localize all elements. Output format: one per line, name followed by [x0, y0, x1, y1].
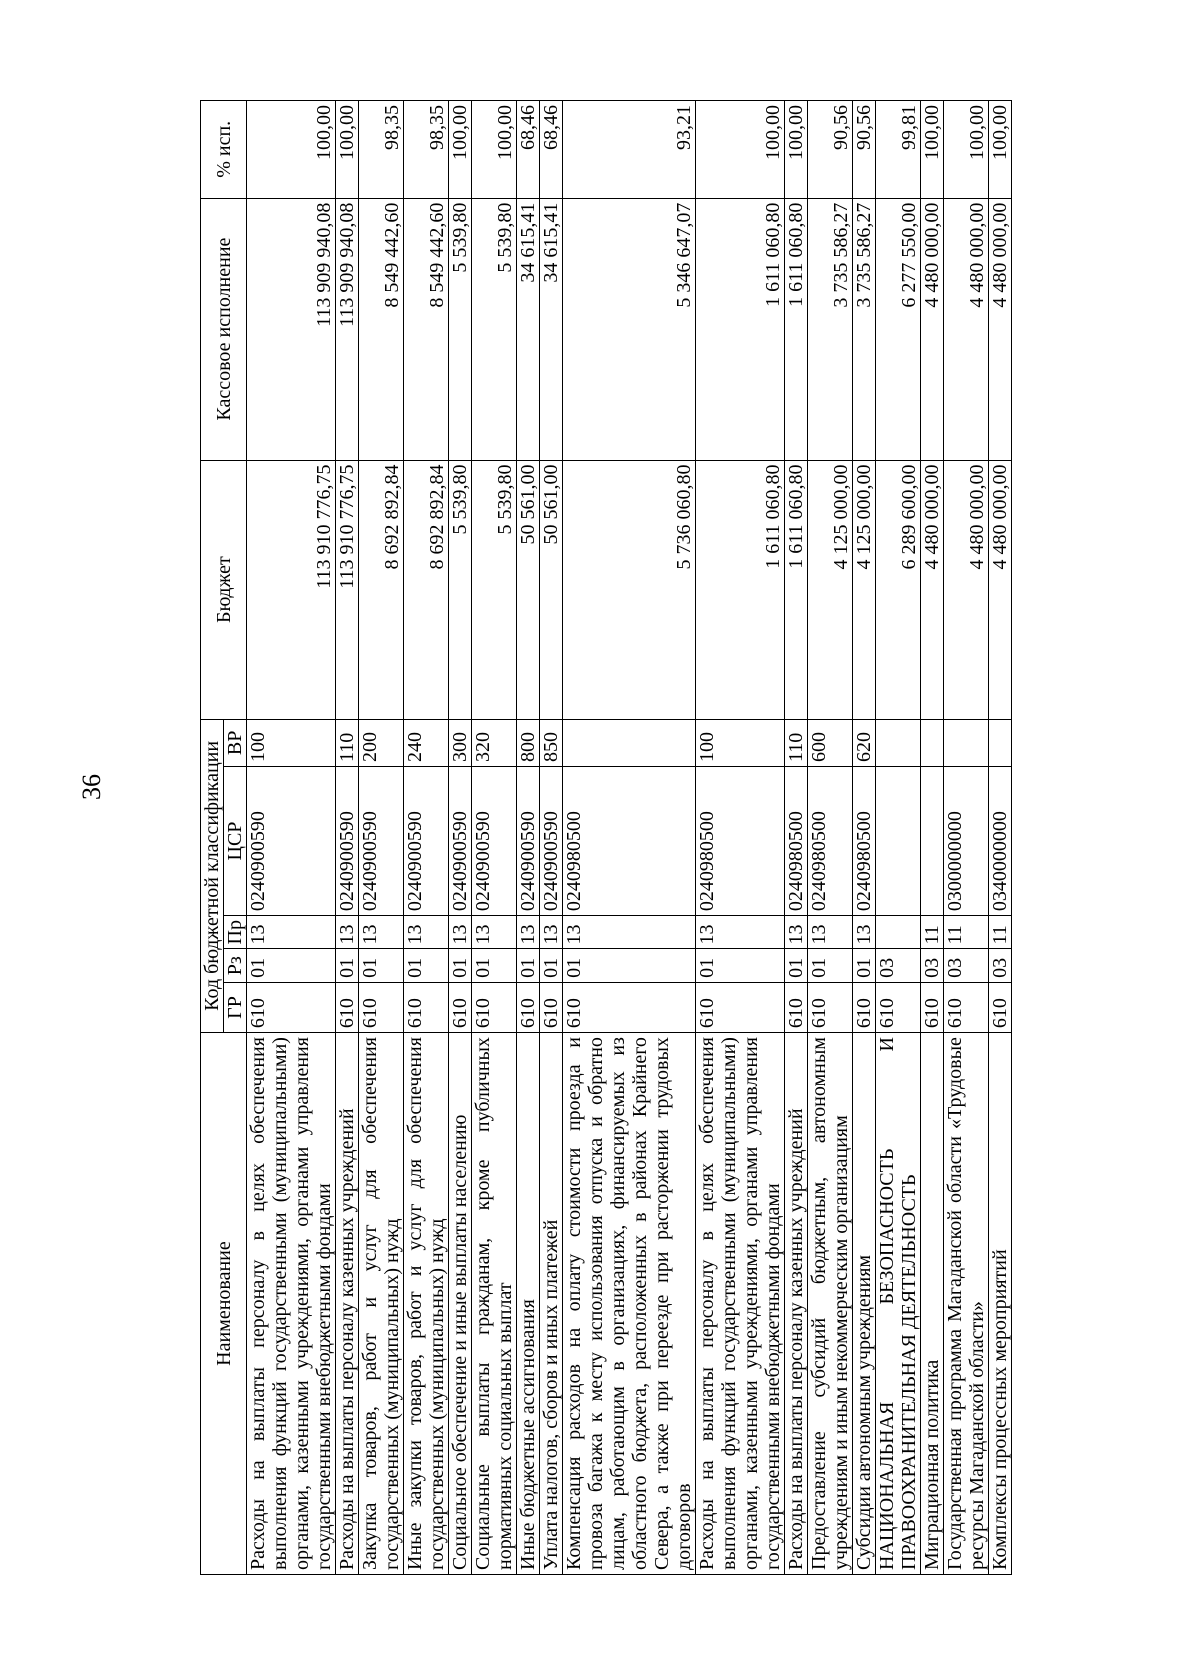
cell-pct: 68,46 — [517, 101, 540, 199]
cell-name: Иные бюджетные ассигнования — [517, 1033, 540, 1575]
cell-rz: 01 — [696, 949, 785, 982]
cell-budget: 6 289 600,00 — [876, 460, 921, 719]
cell-gr: 610 — [785, 982, 808, 1032]
cell-pct: 90,56 — [853, 101, 876, 199]
cell-vr: 200 — [359, 719, 404, 766]
cell-pct: 68,46 — [540, 101, 563, 199]
cell-cash: 5 539,80 — [449, 198, 472, 460]
cell-csr: 0240980500 — [808, 767, 853, 916]
cell-pct: 100,00 — [472, 101, 517, 199]
cell-budget: 113 910 776,75 — [247, 460, 336, 719]
cell-vr: 620 — [853, 719, 876, 766]
cell-cash: 6 277 550,00 — [876, 198, 921, 460]
cell-csr: 0240900590 — [540, 767, 563, 916]
table-row — [540, 101, 563, 1575]
cell-budget: 1 611 060,80 — [785, 460, 808, 719]
cell-vr: 600 — [808, 719, 853, 766]
cell-rz: 01 — [359, 949, 404, 982]
cell-rz: 01 — [853, 949, 876, 982]
cell-cash: 3 735 586,27 — [808, 198, 853, 460]
cell-pct: 98,35 — [404, 101, 449, 199]
table-row — [449, 101, 472, 1575]
cell-gr: 610 — [876, 982, 921, 1032]
cell-cash: 3 735 586,27 — [853, 198, 876, 460]
cell-pr: 11 — [989, 916, 1012, 949]
page-number: 36 — [77, 774, 106, 800]
rotated-table-wrapper — [200, 100, 1012, 1575]
cell-gr: 610 — [517, 982, 540, 1032]
cell-pct: 100,00 — [336, 101, 359, 199]
table-row — [808, 101, 853, 1575]
header-row-1 — [201, 101, 224, 1575]
header-code-group: Код бюджетной классификации — [201, 719, 224, 1032]
cell-budget: 5 539,80 — [449, 460, 472, 719]
table-row — [472, 101, 517, 1575]
cell-pr: 13 — [449, 916, 472, 949]
cell-pct: 100,00 — [944, 101, 989, 199]
cell-pr: 13 — [540, 916, 563, 949]
cell-budget: 50 561,00 — [517, 460, 540, 719]
cell-name: Закупка товаров, работ и услуг для обеспечения государственных (муниципальных) нужд — [359, 1033, 404, 1575]
cell-csr: 0340000000 — [989, 767, 1012, 916]
cell-rz: 01 — [540, 949, 563, 982]
cell-csr — [921, 767, 944, 916]
cell-pct: 93,21 — [563, 101, 696, 199]
cell-name: Комплексы процессных мероприятий — [989, 1033, 1012, 1575]
header-gr: ГР — [224, 982, 247, 1032]
cell-name: Расходы на выплаты персоналу в целях обеспечения выполнения функций государственными (муниципальными) органами, казенными учреждениями, органами управления государственными внебюджетными фондами — [696, 1033, 785, 1575]
cell-budget: 113 910 776,75 — [336, 460, 359, 719]
cell-gr: 610 — [944, 982, 989, 1032]
cell-vr: 100 — [247, 719, 336, 766]
cell-rz: 03 — [989, 949, 1012, 982]
cell-csr: 0300000000 — [944, 767, 989, 916]
cell-rz: 03 — [921, 949, 944, 982]
cell-csr: 0240980500 — [853, 767, 876, 916]
table-row — [517, 101, 540, 1575]
cell-budget: 5 539,80 — [472, 460, 517, 719]
cell-csr — [876, 767, 921, 916]
cell-budget: 4 480 000,00 — [944, 460, 989, 719]
cell-pct: 100,00 — [247, 101, 336, 199]
table-row — [944, 101, 989, 1575]
cell-pct: 98,35 — [359, 101, 404, 199]
cell-vr: 800 — [517, 719, 540, 766]
cell-cash: 4 480 000,00 — [944, 198, 989, 460]
budget-table — [200, 100, 1012, 1575]
cell-csr: 0240980500 — [785, 767, 808, 916]
cell-vr: 110 — [336, 719, 359, 766]
cell-vr — [989, 719, 1012, 766]
cell-pr: 13 — [696, 916, 785, 949]
header-budget: Бюджет — [201, 460, 247, 719]
table-row — [336, 101, 359, 1575]
cell-rz: 01 — [808, 949, 853, 982]
cell-name: Уплата налогов, сборов и иных платежей — [540, 1033, 563, 1575]
cell-name: Социальные выплаты гражданам, кроме публичных нормативных социальных выплат — [472, 1033, 517, 1575]
cell-cash: 4 480 000,00 — [921, 198, 944, 460]
cell-pct: 100,00 — [696, 101, 785, 199]
table-row — [696, 101, 785, 1575]
table-row — [989, 101, 1012, 1575]
cell-cash: 1 611 060,80 — [785, 198, 808, 460]
cell-budget: 5 736 060,80 — [563, 460, 696, 719]
cell-budget: 4 480 000,00 — [921, 460, 944, 719]
cell-pct: 100,00 — [449, 101, 472, 199]
cell-cash: 113 909 940,08 — [336, 198, 359, 460]
cell-vr — [563, 719, 696, 766]
table-row — [785, 101, 808, 1575]
cell-pct: 90,56 — [808, 101, 853, 199]
cell-csr: 0240900590 — [472, 767, 517, 916]
cell-pr: 13 — [247, 916, 336, 949]
cell-rz: 03 — [944, 949, 989, 982]
cell-cash: 34 615,41 — [517, 198, 540, 460]
cell-pr — [876, 916, 921, 949]
cell-cash: 4 480 000,00 — [989, 198, 1012, 460]
cell-vr: 100 — [696, 719, 785, 766]
cell-name: Миграционная политика — [921, 1033, 944, 1575]
cell-name: Иные закупки товаров, работ и услуг для обеспечения государственных (муниципальных) нужд — [404, 1033, 449, 1575]
cell-pr: 13 — [853, 916, 876, 949]
table-row — [876, 101, 921, 1575]
cell-budget: 4 125 000,00 — [853, 460, 876, 719]
cell-rz: 01 — [449, 949, 472, 982]
cell-csr: 0240900590 — [247, 767, 336, 916]
cell-cash: 8 549 442,60 — [404, 198, 449, 460]
cell-pr: 13 — [517, 916, 540, 949]
cell-pr: 11 — [921, 916, 944, 949]
cell-vr: 300 — [449, 719, 472, 766]
cell-vr — [921, 719, 944, 766]
cell-rz: 01 — [785, 949, 808, 982]
table-row — [563, 101, 696, 1575]
header-pr: Пр — [224, 916, 247, 949]
cell-gr: 610 — [359, 982, 404, 1032]
cell-vr: 110 — [785, 719, 808, 766]
cell-vr: 850 — [540, 719, 563, 766]
cell-vr: 320 — [472, 719, 517, 766]
cell-budget: 4 480 000,00 — [989, 460, 1012, 719]
cell-rz: 01 — [563, 949, 696, 982]
header-name: Наименование — [201, 1033, 247, 1575]
cell-pr: 13 — [808, 916, 853, 949]
cell-csr: 0240900590 — [404, 767, 449, 916]
cell-gr: 610 — [404, 982, 449, 1032]
cell-name: Социальное обеспечение и иные выплаты населению — [449, 1033, 472, 1575]
cell-csr: 0240980500 — [696, 767, 785, 916]
cell-pr: 13 — [472, 916, 517, 949]
cell-name: Государственная программа Магаданской области «Трудовые ресурсы Магаданской области» — [944, 1033, 989, 1575]
cell-csr: 0240900590 — [517, 767, 540, 916]
cell-gr: 610 — [696, 982, 785, 1032]
cell-name: Субсидии автономным учреждениям — [853, 1033, 876, 1575]
table-row — [921, 101, 944, 1575]
cell-rz: 01 — [336, 949, 359, 982]
cell-name: Расходы на выплаты персоналу казенных учреждений — [336, 1033, 359, 1575]
cell-gr: 610 — [247, 982, 336, 1032]
cell-rz: 03 — [876, 949, 921, 982]
cell-pr: 13 — [563, 916, 696, 949]
cell-pct: 100,00 — [785, 101, 808, 199]
cell-gr: 610 — [336, 982, 359, 1032]
cell-budget: 8 692 892,84 — [404, 460, 449, 719]
cell-pct: 100,00 — [921, 101, 944, 199]
cell-cash: 113 909 940,08 — [247, 198, 336, 460]
cell-vr — [944, 719, 989, 766]
cell-cash: 5 539,80 — [472, 198, 517, 460]
cell-name: Расходы на выплаты персоналу в целях обеспечения выполнения функций государственными (муниципальными) органами, казенными учреждениями, органами управления государственными внебюджетными фондами — [247, 1033, 336, 1575]
cell-vr — [876, 719, 921, 766]
cell-csr: 0240980500 — [563, 767, 696, 916]
cell-gr: 610 — [989, 982, 1012, 1032]
cell-pct: 100,00 — [989, 101, 1012, 199]
cell-pct: 99,81 — [876, 101, 921, 199]
table-row — [359, 101, 404, 1575]
cell-pr: 11 — [944, 916, 989, 949]
header-pct: % исп. — [201, 101, 247, 199]
cell-name: НАЦИОНАЛЬНАЯ БЕЗОПАСНОСТЬ И ПРАВООХРАНИТЕЛЬНАЯ ДЕЯТЕЛЬНОСТЬ — [876, 1033, 921, 1575]
cell-name: Компенсация расходов на оплату стоимости проезда и провоза багажа к месту использования отпуска и обратно лицам, работающим в организациях, финансируемых из областного бюджета, расположенных в районах Крайнего Севера, а также при переезде при расторжении трудовых договоров — [563, 1033, 696, 1575]
cell-pr: 13 — [785, 916, 808, 949]
cell-gr: 610 — [808, 982, 853, 1032]
header-csr: ЦСР — [224, 767, 247, 916]
cell-gr: 610 — [921, 982, 944, 1032]
header-vr: ВР — [224, 719, 247, 766]
cell-cash: 34 615,41 — [540, 198, 563, 460]
cell-rz: 01 — [472, 949, 517, 982]
cell-budget: 8 692 892,84 — [359, 460, 404, 719]
cell-cash: 8 549 442,60 — [359, 198, 404, 460]
cell-rz: 01 — [517, 949, 540, 982]
cell-budget: 50 561,00 — [540, 460, 563, 719]
cell-pr: 13 — [404, 916, 449, 949]
cell-gr: 610 — [853, 982, 876, 1032]
cell-pr: 13 — [359, 916, 404, 949]
cell-budget: 4 125 000,00 — [808, 460, 853, 719]
cell-budget: 1 611 060,80 — [696, 460, 785, 719]
table-row — [853, 101, 876, 1575]
cell-name: Расходы на выплаты персоналу казенных учреждений — [785, 1033, 808, 1575]
cell-vr: 240 — [404, 719, 449, 766]
table-body — [247, 101, 1012, 1575]
cell-gr: 610 — [472, 982, 517, 1032]
cell-gr: 610 — [540, 982, 563, 1032]
table-row — [404, 101, 449, 1575]
cell-rz: 01 — [247, 949, 336, 982]
cell-cash: 1 611 060,80 — [696, 198, 785, 460]
cell-csr: 0240900590 — [359, 767, 404, 916]
cell-csr: 0240900590 — [449, 767, 472, 916]
cell-rz: 01 — [404, 949, 449, 982]
table-row — [247, 101, 336, 1575]
header-rz: Рз — [224, 949, 247, 982]
header-cash: Кассовое исполнение — [201, 198, 247, 460]
cell-csr: 0240900590 — [336, 767, 359, 916]
cell-gr: 610 — [449, 982, 472, 1032]
cell-gr: 610 — [563, 982, 696, 1032]
cell-pr: 13 — [336, 916, 359, 949]
cell-cash: 5 346 647,07 — [563, 198, 696, 460]
cell-name: Предоставление субсидий бюджетным, автономным учреждениям и иным некоммерческим организациям — [808, 1033, 853, 1575]
